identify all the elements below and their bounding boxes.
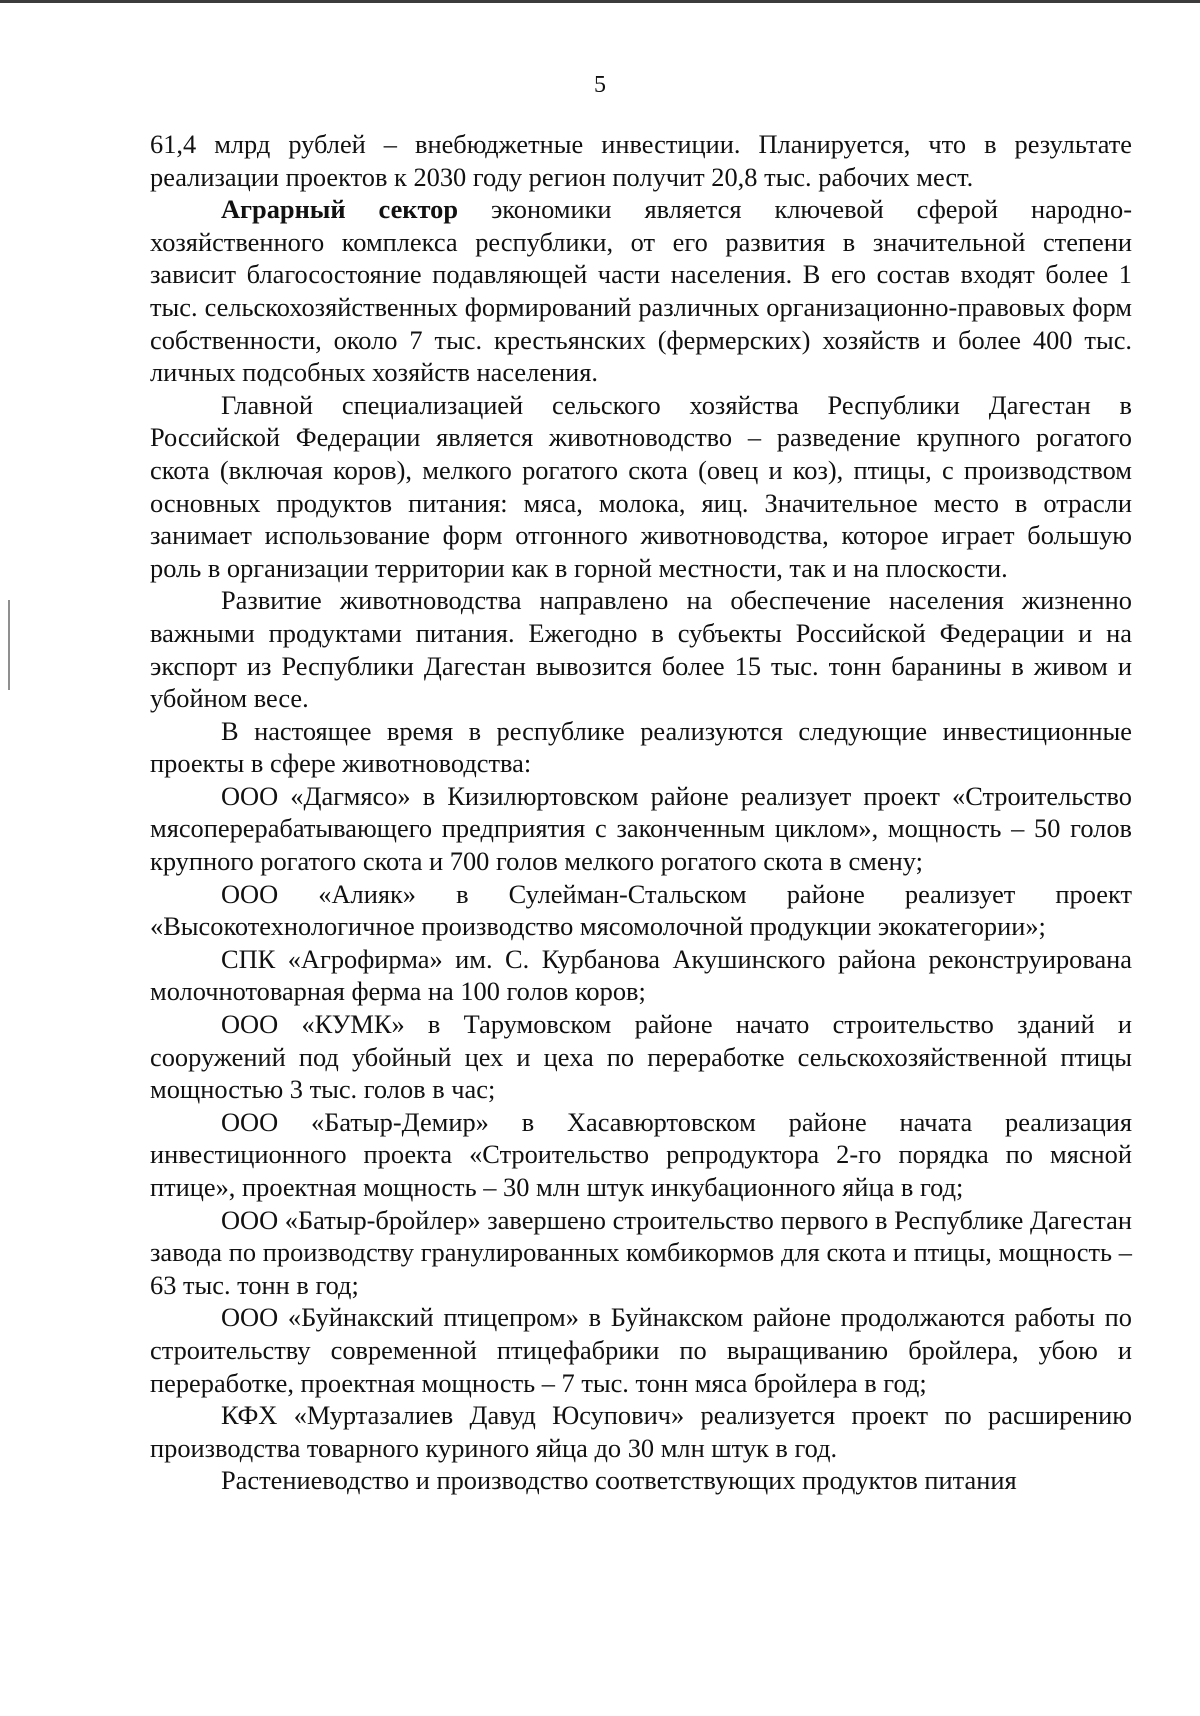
paragraph-crop-production: Растениеводство и производство соответствующих продуктов питания [221,1465,1017,1496]
scan-border-line [0,0,1200,3]
bold-lead-phrase: Аграрный сектор [221,194,459,225]
list-item-kumk: ООО «КУМК» в Тарумовском районе начато строительство зданий и сооружений под убойный цех и цеха по переработке сельскохозяйственной птицы мощностью 3 тыс. голов в час; [150,1009,1132,1105]
paragraph-specialization: Главной специализацией сельского хозяйства Республики Дагестан в Российской Федерации является животноводство – разведение крупного рогатого скота (включая коров), мелкого рогатого скота (овец и коз), птицы, с производством основных продуктов питания: мяса, молока, яиц. Значительное место в отрасли занимает использование форм отгонного животноводства, которое играет большую роль в организации территории как в горной местности, так и на плоскости. [150,389,1132,583]
list-item-kfh-murtazaliev: КФХ «Муртазалиев Давуд Юсупович» реализуется проект по расширению производства товарного куриного яйца до 30 млн штук в год. [150,1400,1132,1463]
paragraph-investment-intro: В настоящее время в республике реализуются следующие инвестиционные проекты в сфере животноводства: [150,715,1132,779]
list-item-dagmyaso: ООО «Дагмясо» в Кизилюртовском районе реализует проект «Строительство мясоперерабатывающего предприятия с законченным циклом», мощность – 50 голов крупного рогатого скота и 700 голов мелкого рогатого скота в смену; [150,780,1132,877]
page-number: 5 [594,72,606,98]
list-item-aliyak: ООО «Алияк» в Сулейман-Стальском районе реализует проект «Высокотехнологичное производство мясомолочной продукции экокатегории»; [150,878,1132,942]
scan-edge-mark [8,600,10,690]
list-item-buinaksky-ptitseprom: ООО «Буйнакский птицепром» в Буйнакском районе продолжаются работы по строительству современной птицефабрики по выращиванию бройлера, убою и переработке, проектная мощность – 7 тыс. тонн мяса бройлера в год; [150,1302,1132,1398]
document-body [150,128,1132,1497]
list-item-agrofirma: СПК «Агрофирма» им. С. Курбанова Акушинского района реконструирована молочнотоварная ферма на 100 голов коров; [150,943,1132,1007]
list-item-batyr-broiler: ООО «Батыр-бройлер» завершено строительство первого в Республике Дагестан завода по производству гранулированных комбикормов для скота и птицы, мощность – 63 тыс. тонн в год; [150,1204,1132,1300]
paragraph-continuation: 61,4 млрд рублей – внебюджетные инвестиции. Планируется, что в результате реализации проектов к 2030 году регион получит 20,8 тыс. рабочих мест. [150,129,1132,192]
paragraph-agrarian-sector: Аграрный сектор экономики является ключевой сферой народно-хозяйственного комплекса республики, от его развития в значительной степени зависит благосостояние подавляющей части населения. В его состав входят более 1 тыс. сельскохозяйственных формирований различных организационно-правовых форм собственности, около 7 тыс. крестьянских (фермерских) хозяйств и более 400 тыс. личных подсобных хозяйств населения. [150,194,1132,388]
list-item-batyr-demir: ООО «Батыр-Демир» в Хасавюртовском районе начата реализация инвестиционного проекта «Строительство репродуктора 2-го порядка по мясной птице», проектная мощность – 30 млн штук инкубационного яйца в год; [150,1106,1132,1202]
paragraph-livestock-development: Развитие животноводства направлено на обеспечение населения жизненно важными продуктами питания. Ежегодно в субъекты Российской Федерации и на экспорт из Республики Дагестан вывозится более 15 тыс. тонн баранины в живом и убойном весе. [150,585,1132,714]
